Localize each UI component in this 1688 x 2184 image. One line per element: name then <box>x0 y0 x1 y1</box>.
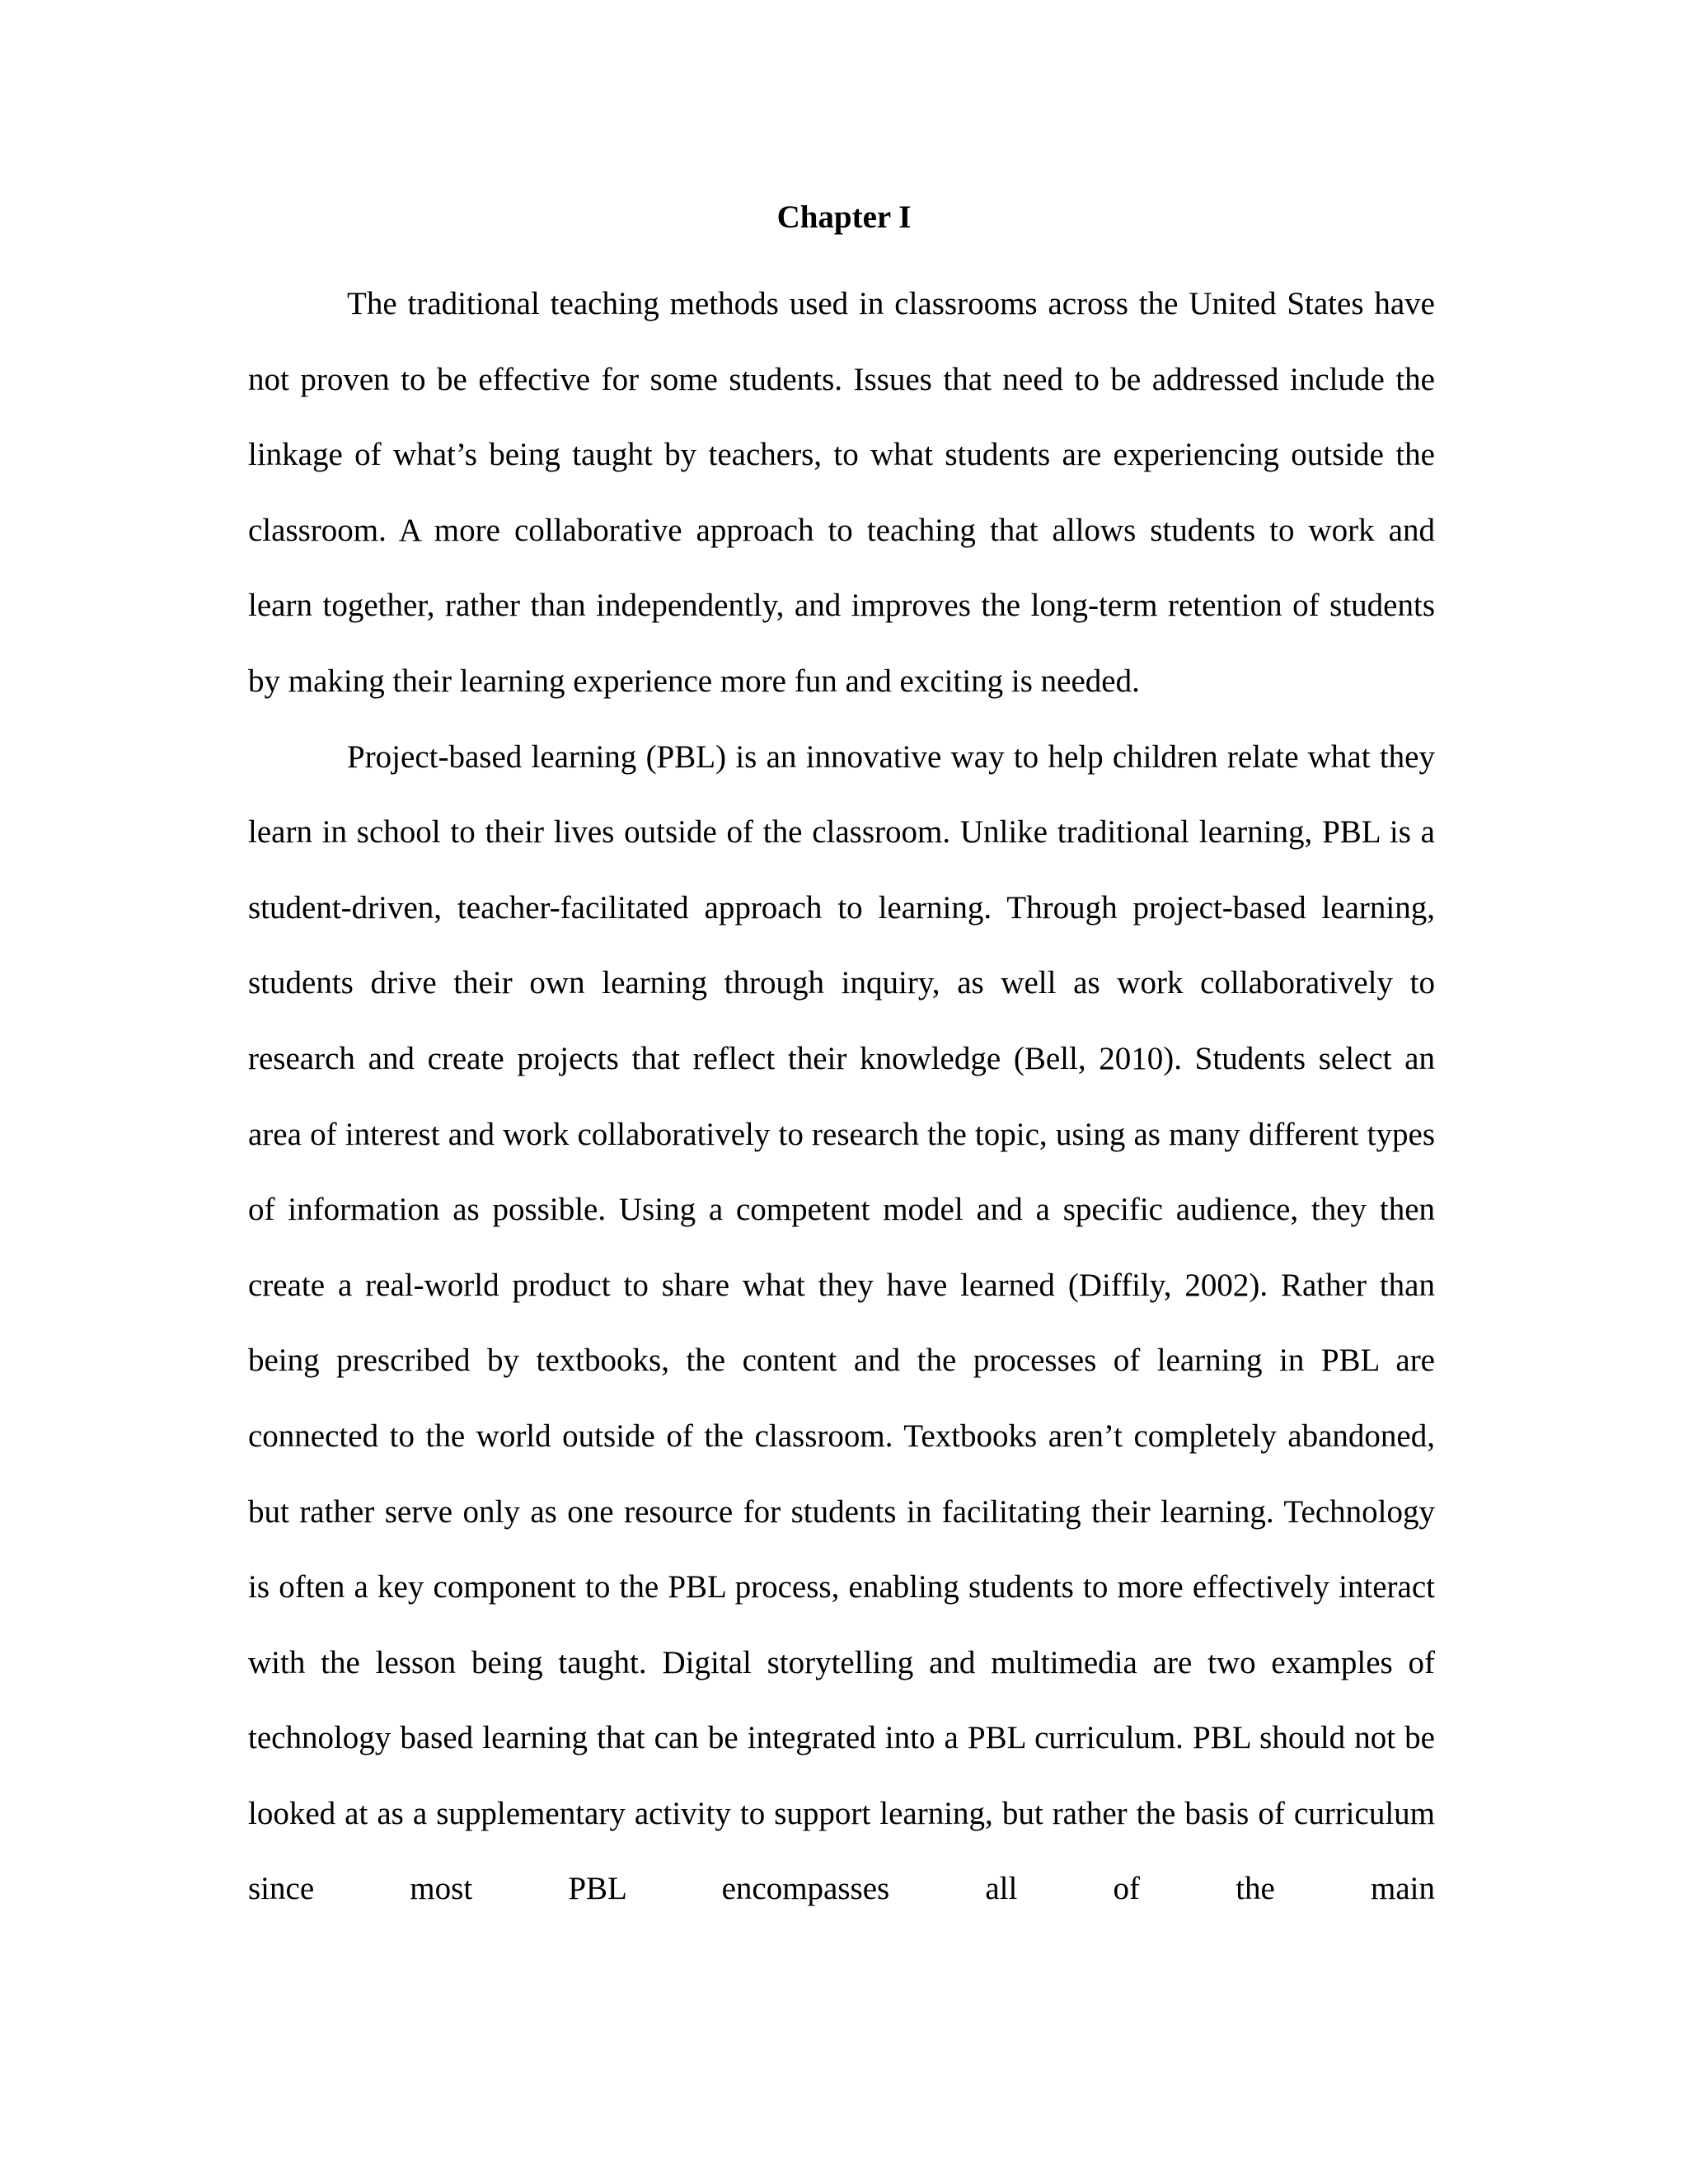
paragraph-1: The traditional teaching methods used in classrooms across the United States have not proven to be effective for some students. Issues that need to be addressed include the linkage of what’s being taught by teachers, to what students are experiencing outside the classroom. A more collaborative approach to teaching that allows students to work and learn together, rather than independently, and improves the long-term retention of students by making their learning experience more fun and exciting is needed. <box>248 286 1435 699</box>
paragraph-2: Project-based learning (PBL) is an innovative way to help children relate what they learn in school to their lives outside of the classroom. Unlike traditional learning, PBL is a student-driven, teacher-facilitated approach to learning. Through project-based learning, students drive their own learning through inquiry, as well as work collaboratively to research and create projects that reflect their knowledge (Bell, 2010). Students select an area of interest and work collaboratively to research the topic, using as many different types of information as possible. Using a competent model and a specific audience, they then create a real-world product to share what they have learned (Diffily, 2002). Rather than being prescribed by textbooks, the content and the processes of learning in PBL are connected to the world outside of the classroom. Textbooks aren’t completely abandoned, but rather serve only as one resource for students in facilitating their learning. Technology is often a key component to the PBL process, enabling students to more effectively interact with the lesson being taught. Digital storytelling and multimedia are two examples of technology based learning that can be integrated into a PBL curriculum. PBL should not be looked at as a supplementary activity to support learning, but rather the basis of curriculum since most PBL encompasses all of the main <box>248 738 1435 1907</box>
chapter-heading: Chapter I <box>776 199 912 235</box>
body-text <box>248 266 1435 1927</box>
